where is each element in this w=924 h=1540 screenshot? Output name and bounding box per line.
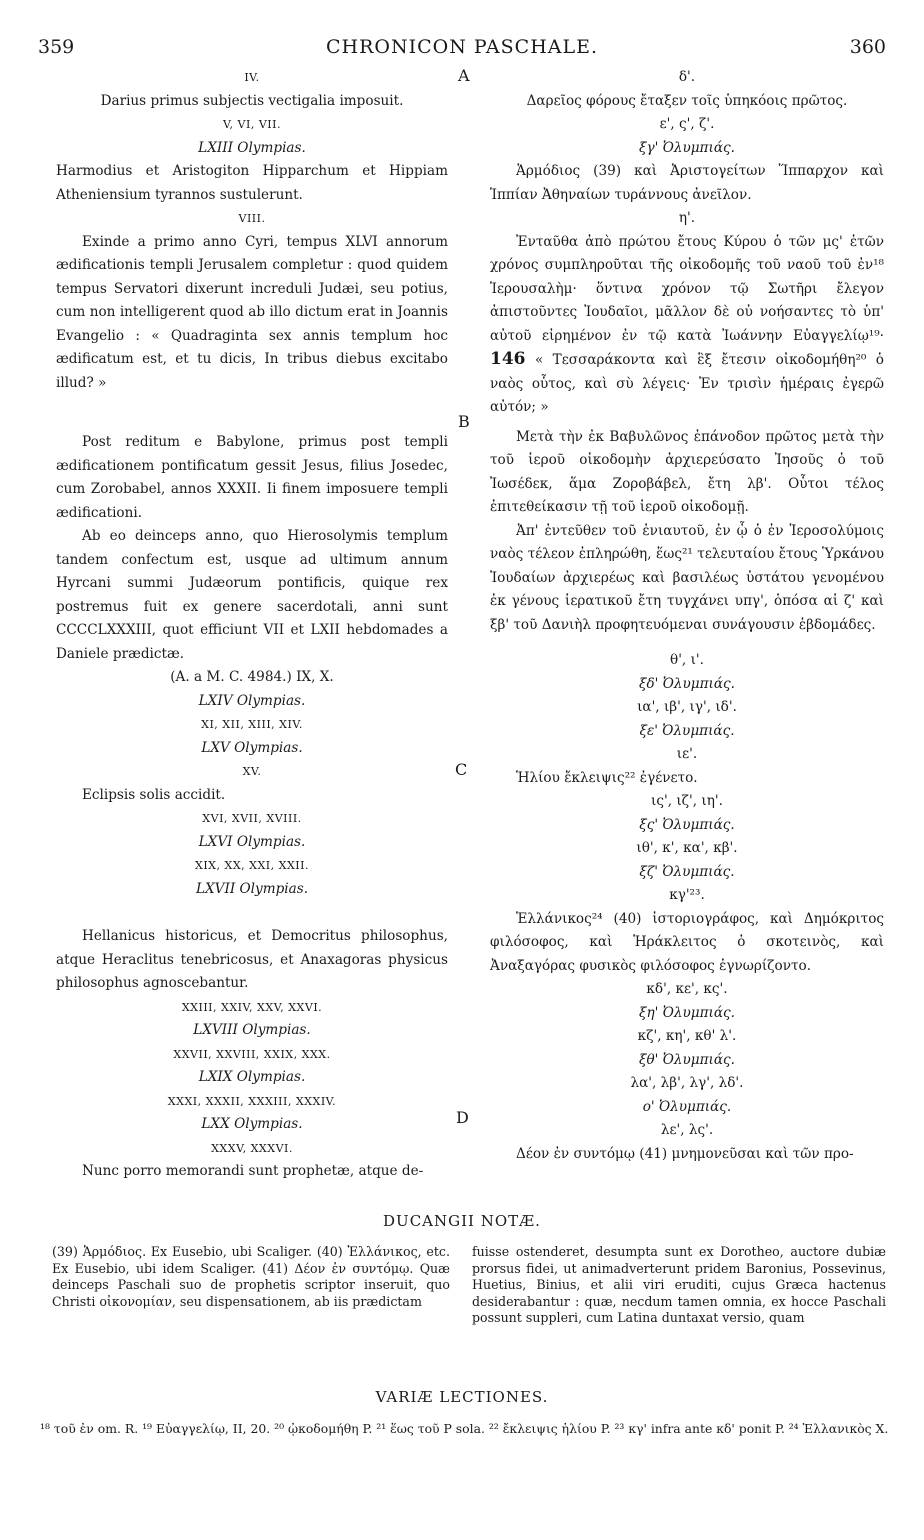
latin-nunc: Nunc porro memorandi sunt prophetæ, atque de-	[82, 1163, 424, 1179]
running-title: CHRONICON PASCHALE.	[325, 36, 599, 58]
olympiad-line: LXVIII Olympias.	[193, 1022, 311, 1038]
olympiad-line: ο' Ὀλυμπιάς.	[642, 1098, 732, 1115]
greek-hellanikos: Ἑλλάνικος²⁴ (40) ἱστοριογράφος, καὶ Δημόκριτος φιλόσοφος, καὶ Ἡράκλειτος ὁ σκοτεινὸς, καὶ Ἀναξαγόρας φυσικὸς φιλόσοφος ἐγνωρίζοντο.	[490, 910, 884, 974]
latin-exinde: Exinde a primo anno Cyri, tempus XLVI annorum ædificationis templi Jerusalem completur : quod quidem tempus Servatori dixerunt increduli Judæi, seu potius, cum non intelligerent quod ab illo dictum erat in Joannis Evangelio : « Quadraginta sex annis templum hoc ædificatum est, et tu dicis, In tribus diebus excitabo illud? »	[56, 233, 448, 391]
year-numeral: VIII.	[238, 212, 266, 225]
olympiad-line: ξγ' Ὀλυμπιάς.	[639, 139, 735, 156]
variae-lectiones-text: ¹⁸ τοῦ ἐν om. R. ¹⁹ Εὐαγγελίῳ, II, 20. ²⁰ ᾠκοδομήθη P. ²¹ ἕως τοῦ P sola. ²² ἔκλειψις ἡλίου P. ²³ κγ' infra ante κδ' ponit P. ²⁴ Ἑλλανικὸς X.	[40, 1421, 889, 1436]
margin-mark-a: A	[458, 66, 470, 85]
greek-deon: Δέον ἐν συντόμῳ (41) μνημονεῦσαι καὶ τῶν προ-	[516, 1145, 854, 1162]
olympiad-line: ξη' Ὀλυμπιάς.	[639, 1004, 735, 1021]
ducangii-notes-right: fuisse ostenderet, desumpta sunt ex Dorotheo, auctore dubiæ prorsus fidei, ut animadverterunt pridem Baronius, Possevinus, Huetius, Binius, et alii viri eruditi, cujus Græca hactenus desiderabantur : quæ, necdum tamen omnia, ex hocce Paschali possunt suppleri, cum Latina duntaxat versio, quam	[472, 1244, 886, 1325]
year-numeral: κγ'²³.	[669, 887, 705, 903]
greek-entautha: Ἐνταῦθα ἀπὸ πρώτου ἔτους Κύρου ὁ τῶν μς' ἐτῶν χρόνος συμπληροῦται τῆς οἰκοδομῆς τοῦ ναοῦ τοῦ ἐν¹⁸ Ἱερουσαλὴμ· ὅντινα χρόνον τῷ Σωτῆρι ἔλεγον ἀπιστοῦντες Ἰουδαῖοι, μᾶλλον δὲ οὐ νοήσαντες τὸ ὑπ' αὐτοῦ εἰρημένον ἐν τῷ κατὰ Ἰωάννην Εὐαγγελίῳ¹⁹· 146 « Τεσσαράκοντα καὶ ἓξ ἔτεσιν οἰκοδομήθη²⁰ ὁ ναὸς οὗτος, καὶ σὺ λέγεις· Ἐν τρισὶν ἡμέραις ἐγερῶ αὐτόν; »	[490, 233, 884, 415]
year-numeral: ιθ', κ', κα', κβ'.	[636, 840, 738, 856]
year-numeral: ια', ιβ', ιγ', ιδ'.	[637, 699, 737, 715]
olympiad-line: LXIV Olympias.	[198, 692, 306, 709]
year-numeral: λε', λς'.	[660, 1122, 714, 1138]
year-numeral: λα', λβ', λγ', λδ'.	[630, 1075, 744, 1091]
ducangii-heading: DUCANGII NOTÆ.	[383, 1212, 541, 1230]
year-numeral: ιε'.	[676, 746, 698, 762]
year-numeral: ις', ιζ', ιη'.	[651, 793, 723, 809]
variae-heading: VARIÆ LECTIONES.	[375, 1388, 549, 1406]
year-numeral: XV.	[242, 765, 262, 778]
olympiad-line: LXVI Olympias.	[198, 833, 306, 850]
margin-mark-c: C	[455, 760, 468, 779]
olympiad-line: ξε' Ὀλυμπιάς.	[639, 722, 735, 739]
year-numeral: ε', ς', ζ'.	[659, 116, 715, 132]
year-numeral: κζ', κη', κθ' λ'.	[637, 1028, 737, 1044]
olympiad-line: LXIII Olympias.	[198, 139, 306, 156]
greek-ap-entheuthen: Ἀπ' ἐντεῦθεν τοῦ ἐνιαυτοῦ, ἐν ᾧ ὁ ἐν Ἱεροσολύμοις ναὸς τέλεον ἐπληρώθη, ἕως²¹ τελευταίου ἔτους Ὑρκάνου Ἰουδαίων ἀρχιερέως καὶ βασιλέως ὑστάτου γενομένου ἐκ γένους ἱερατικοῦ ἔτη τυγχάνει υπγ', ὁπόσα αἱ ζ' καὶ ξβ' τοῦ Δανιὴλ προφητευόμεναι συνάγουσιν ἑβδομάδες.	[490, 522, 884, 633]
year-numeral: XXXI, XXXII, XXXIII, XXXIV.	[167, 1094, 337, 1108]
year-numeral: θ', ι'.	[670, 652, 704, 668]
year-numeral: XXIII, XXIV, XXV, XXVI.	[181, 1000, 323, 1014]
greek-helios: Ἡλίου ἔκλειψις²² ἐγένετο.	[516, 769, 698, 786]
greek-meta: Μετὰ τὴν ἐκ Βαβυλῶνος ἐπάνοδον πρῶτος μετὰ τὴν τοῦ ἱεροῦ οἰκοδομὴν ἀρχιερεύσατο Ἰησοῦς ὁ τοῦ Ἰωσέδεκ, ἅμα Ζοροβάβελ, ἔτη λβ'. Οὗτοι τέλος ἐπιτεθείκασιν τῇ τοῦ ἱεροῦ οἰκοδομῇ.	[490, 428, 884, 515]
margin-mark-b: B	[458, 412, 470, 431]
anno-mundi-line: (A. a M. C. 4984.) IX, X.	[170, 669, 334, 685]
year-numeral: XVI, XVII, XVIII.	[202, 812, 302, 825]
latin-darius: Darius primus subjectis vectigalia imposuit.	[100, 92, 404, 109]
latin-hellanicus: Hellanicus historicus, et Democritus philosophus, atque Heraclitus tenebricosus, et Anaxagoras physicus philosophus agnoscebantur.	[56, 928, 448, 991]
greek-column	[490, 66, 884, 1166]
latin-post-reditum: Post reditum e Babylone, primus post templi ædificationem pontificatum gessit Jesus, filius Josedec, cum Zorobabel, annos XXXII. Ii finem imposuere templi ædificationi.	[56, 434, 448, 521]
year-numeral: IV.	[244, 71, 260, 84]
greek-harmodios: Ἁρμόδιος (39) καὶ Ἀριστογείτων Ἵππαρχον καὶ Ἱππίαν Ἀθηναίων τυράννους ἀνεῖλον.	[490, 163, 884, 203]
greek-dareios: Δαρεῖος φόρους ἔταξεν τοῖς ὑπηκόοις πρῶτος.	[526, 92, 848, 109]
year-numeral: XXVII, XXVIII, XXIX, XXX.	[173, 1047, 331, 1061]
olympiad-line: LXV Olympias.	[201, 739, 303, 756]
year-numeral: XI, XII, XIII, XIV.	[201, 718, 303, 731]
year-numeral: V, VI, VII.	[223, 118, 281, 131]
olympiad-line: ξθ' Ὀλυμπιάς.	[639, 1051, 735, 1068]
olympiad-line: ξζ' Ὀλυμπιάς.	[639, 863, 735, 880]
year-numeral: η'.	[678, 210, 696, 226]
olympiad-line: LXVII Olympias.	[195, 880, 309, 897]
year-numeral: XIX, XX, XXI, XXII.	[194, 859, 309, 872]
year-numeral: δ'.	[678, 69, 696, 85]
olympiad-line: LXX Olympias.	[201, 1116, 303, 1132]
year-numeral: κδ', κε', κς'.	[646, 981, 728, 997]
ducangii-notes-left: (39) Ἁρμόδιος. Ex Eusebio, ubi Scaliger. (40) Ἑλλάνικος, etc. Ex Eusebio, ubi idem Scaliger. (41) Δέον ἐν συντόμῳ. Quæ deinceps Paschali suo de prophetis scriptor inseruit, quo Christi οἰκονομίαν, seu dispensationem, ab iis prædictam	[52, 1244, 450, 1309]
page-number-right: 360	[849, 36, 886, 58]
page-number-left: 359	[38, 36, 75, 58]
column-number: 146	[490, 349, 526, 369]
olympiad-line: LXIX Olympias.	[198, 1069, 306, 1085]
latin-eclipsis: Eclipsis solis accidit.	[82, 786, 226, 803]
year-numeral: XXXV, XXXVI.	[211, 1141, 293, 1155]
margin-mark-d: D	[456, 1108, 469, 1127]
latin-column	[56, 66, 448, 1184]
latin-ab-eo: Ab eo deinceps anno, quo Hierosolymis templum tandem confectum est, usque ad ultimum annum Hyrcani summi Judæorum pontificis, quique rex postremus fuit ex genere sacerdotali, anni sunt CCCCLXXXIII, quot efficiunt VII et LXII hebdomades a Daniele prædictæ.	[56, 528, 448, 662]
olympiad-line: ξς' Ὀλυμπιάς.	[639, 816, 735, 833]
latin-harmodius: Harmodius et Aristogiton Hipparchum et Hippiam Atheniensium tyrannos sustulerunt.	[56, 163, 448, 203]
olympiad-line: ξδ' Ὀλυμπιάς.	[639, 675, 735, 692]
